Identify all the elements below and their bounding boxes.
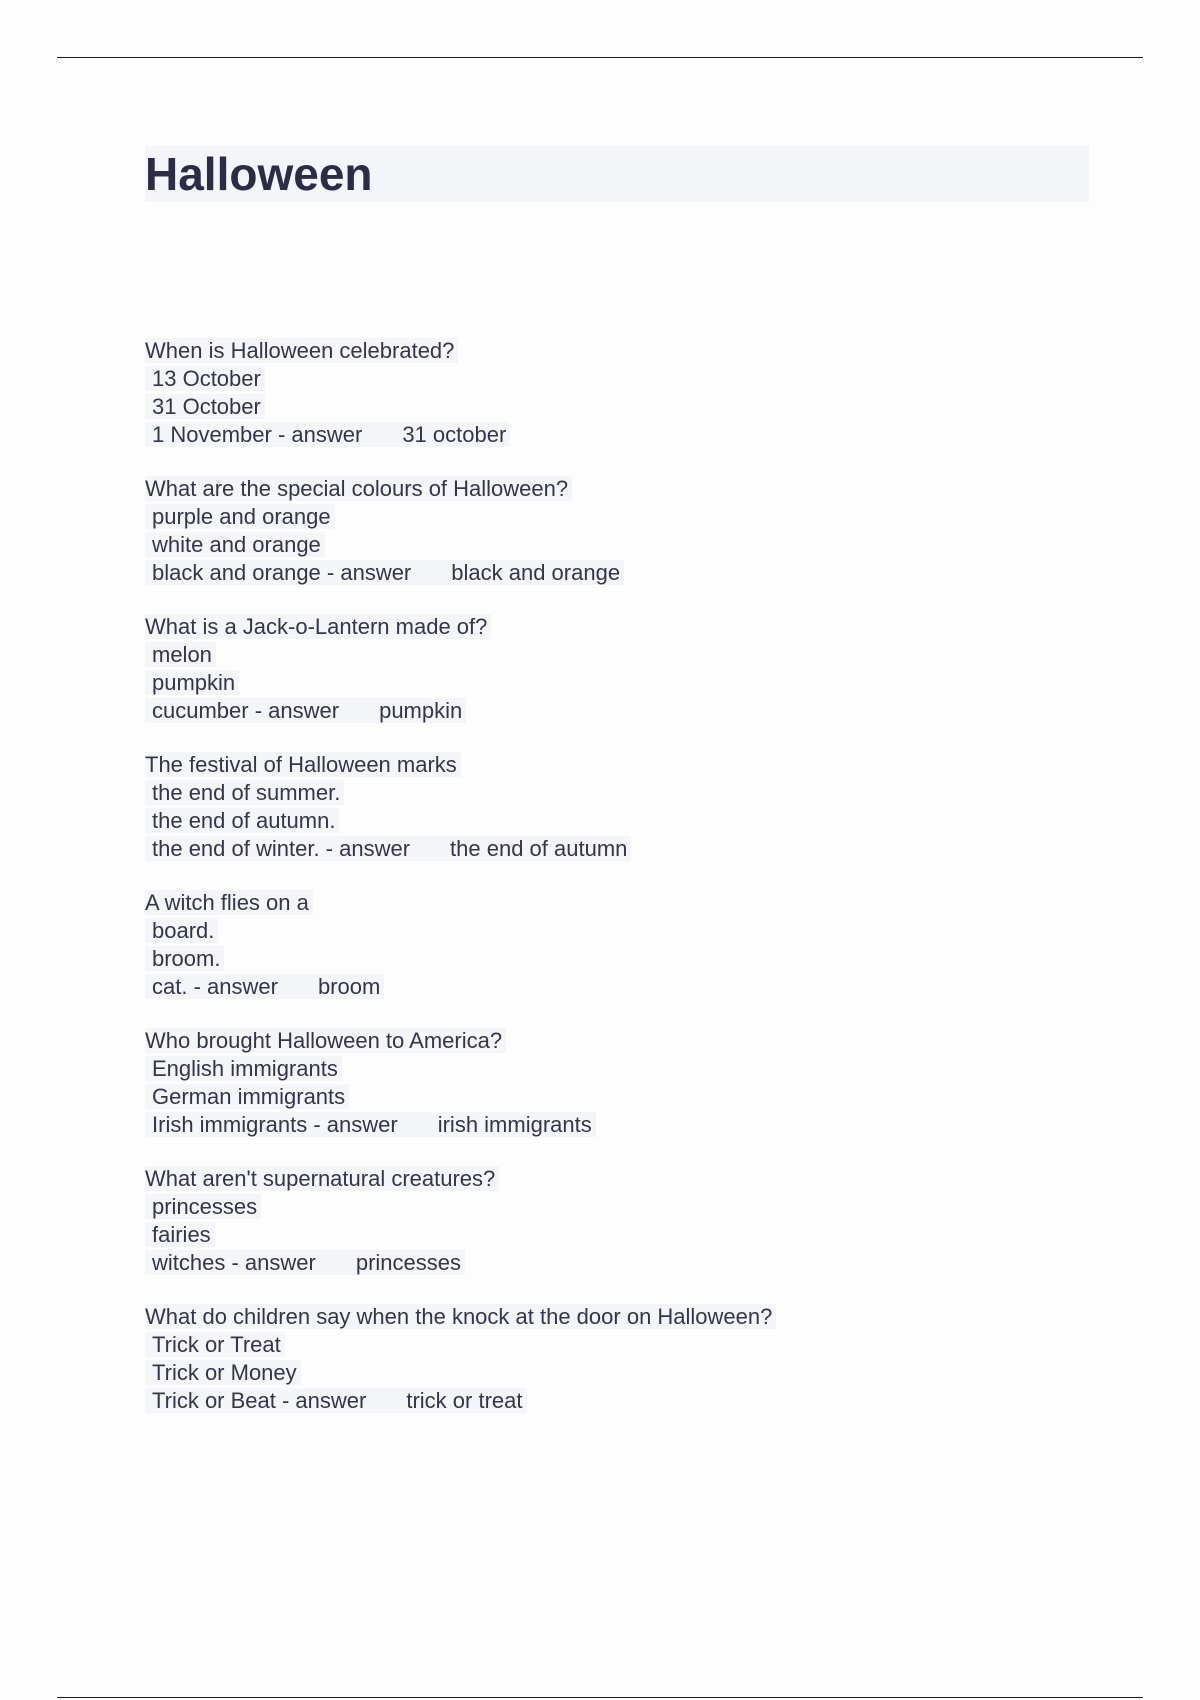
option-text: melon (145, 642, 216, 667)
question-block (145, 889, 1089, 1001)
option-text: Trick or Beat - answer (152, 1388, 367, 1413)
answer-text: princesses (355, 1250, 461, 1275)
option-text: Trick or Money (145, 1360, 301, 1385)
question-text: What are the special colours of Halloween? (145, 476, 572, 501)
question-text: What is a Jack-o-Lantern made of? (145, 614, 491, 639)
answer-text: broom (317, 974, 381, 999)
option-text: English immigrants (145, 1056, 342, 1081)
option-text: white and orange (145, 532, 325, 557)
option-text: cucumber - answer (152, 698, 340, 723)
option-text: witches - answer (152, 1250, 316, 1275)
option-text: 13 October (145, 366, 265, 391)
option-text: black and orange - answer (152, 560, 412, 585)
option-text: the end of winter. - answer (152, 836, 411, 861)
answer-text: pumpkin (379, 698, 463, 723)
question-text: Who brought Halloween to America? (145, 1028, 506, 1053)
option-text: pumpkin (145, 670, 239, 695)
question-text: A witch flies on a (145, 890, 313, 915)
question-block (145, 1303, 1089, 1415)
option-text: Irish immigrants - answer (152, 1112, 398, 1137)
page-title: Halloween (145, 148, 373, 200)
question-text: What do children say when the knock at the door on Halloween? (145, 1304, 776, 1329)
question-block (145, 1027, 1089, 1139)
question-block (145, 1165, 1089, 1277)
option-text: the end of autumn. (145, 808, 339, 833)
question-text: When is Halloween celebrated? (145, 338, 458, 363)
option-text: 31 October (145, 394, 265, 419)
answer-text: trick or treat (406, 1388, 523, 1413)
question-text: What aren't supernatural creatures? (145, 1166, 499, 1191)
option-text: princesses (145, 1194, 261, 1219)
answer-text: irish immigrants (437, 1112, 592, 1137)
question-block (145, 751, 1089, 863)
option-text: fairies (145, 1222, 215, 1247)
answer-text: 31 october (402, 422, 507, 447)
option-text: broom. (145, 946, 224, 971)
question-block (145, 613, 1089, 725)
option-text: board. (145, 918, 218, 943)
question-list (145, 337, 1089, 1441)
answer-text: the end of autumn (450, 836, 628, 861)
question-text: The festival of Halloween marks (145, 752, 461, 777)
option-text: German immigrants (145, 1084, 349, 1109)
question-block (145, 337, 1089, 449)
title-band (145, 146, 1089, 202)
question-block (145, 475, 1089, 587)
answer-text: black and orange (451, 560, 621, 585)
top-rule (57, 57, 1143, 58)
option-text: Trick or Treat (145, 1332, 285, 1357)
option-text: 1 November - answer (152, 422, 363, 447)
bottom-rule (57, 1697, 1143, 1698)
option-text: purple and orange (145, 504, 335, 529)
option-text: the end of summer. (145, 780, 344, 805)
option-text: cat. - answer (152, 974, 278, 999)
